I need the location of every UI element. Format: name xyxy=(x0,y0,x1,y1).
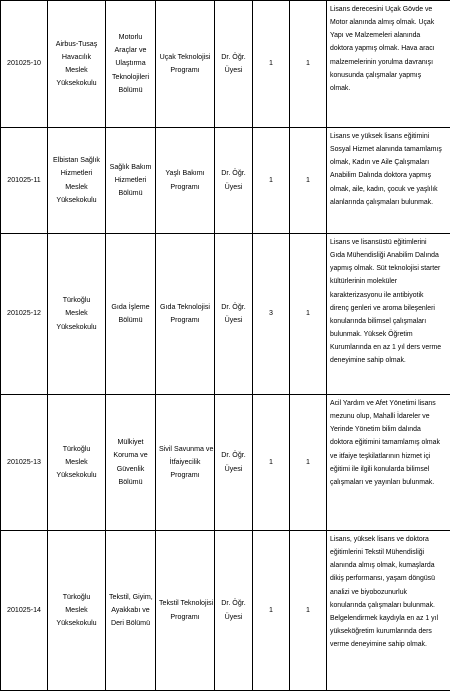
degree-count: 1 xyxy=(290,1,327,128)
department-name-line: Bölümü xyxy=(118,477,143,486)
school-name xyxy=(48,234,106,395)
program-name-line: Programı xyxy=(170,316,200,324)
program-name xyxy=(156,128,215,234)
school-name-line: Türkoğlu xyxy=(62,592,91,601)
program-name-line: Gıda Teknolojisi xyxy=(160,302,210,311)
school-name-line: Meslek xyxy=(65,605,88,614)
requirements-text-line: kültürlerinin moleküler xyxy=(330,278,398,286)
requirements-text-line: doktora yapmış olmak. Hava aracı xyxy=(330,45,435,53)
position-code: 201025-11 xyxy=(1,128,48,234)
requirements-text-line: doktora eğitimini tamamlamış olmak xyxy=(330,439,440,447)
requirements-text-line: Yapı ve Malzemeleri alanında xyxy=(330,32,421,40)
quota-count: 1 xyxy=(253,531,290,691)
department-name-line: Ayakkabı ve xyxy=(111,605,150,614)
department-name-line: Bölümü xyxy=(118,189,143,198)
academic-title-line: Üyesi xyxy=(224,464,243,473)
department-name-line: Bölümü xyxy=(118,316,143,324)
requirements-text-line: malzemelerinin yorulma davranışı xyxy=(330,58,434,66)
academic-title-line: Üyesi xyxy=(224,182,243,191)
requirements-text-line: ve itfaiye teşkilatlarının hizmet içi xyxy=(330,452,431,460)
requirements-text-line: olmak. xyxy=(330,84,351,92)
academic-title-line: Dr. Öğr. xyxy=(221,302,246,311)
requirements-text-line: Lisans, yüksek lisans ve doktora xyxy=(330,536,429,543)
program-name-line: İtfaiyecilik xyxy=(169,457,201,466)
department-name-line: Bölümü xyxy=(118,85,143,94)
requirements-text-line: eğitimi ile ilgili konularda bilimsel xyxy=(330,465,430,473)
position-code: 201025-14 xyxy=(1,531,48,691)
requirements-text-line: olmak, Kadın ve Aile Çalışmaları xyxy=(330,159,430,167)
requirements-text xyxy=(327,1,450,128)
program-name-line: Sivil Savunma ve xyxy=(159,444,214,453)
academic-title xyxy=(215,234,253,395)
department-name xyxy=(106,234,156,395)
requirements-text-line: konularında çalışmaları bulunmak. xyxy=(330,601,435,609)
table-row xyxy=(1,531,450,691)
program-name-line: Programı xyxy=(170,182,200,191)
requirements-text-line: karakterizasyonu ile antibiyotik xyxy=(330,291,424,299)
department-name-line: Hizmetleri xyxy=(114,175,147,184)
requirements-text-line: Sosyal Hizmet alanında tamamlamış xyxy=(330,146,442,154)
requirements-text-line: alanlarında çalışmaları bulunmak. xyxy=(330,198,434,206)
requirements-text-line: dikiş performansı, yaşam döngüsü xyxy=(330,575,435,583)
school-name-line: Meslek xyxy=(65,457,88,466)
requirements-text-line: Lisans derecesini Uçak Gövde ve xyxy=(330,6,433,13)
requirements-text-line: Lisans ve lisansüstü eğitimlerini xyxy=(330,239,427,246)
requirements-text-line: Gıda Mühendisliği Anabilim Dalında xyxy=(330,252,439,260)
academic-title-line: Üyesi xyxy=(224,316,243,324)
department-name xyxy=(106,395,156,531)
requirements-text xyxy=(327,395,450,531)
position-code: 201025-13 xyxy=(1,395,48,531)
academic-title xyxy=(215,395,253,531)
requirements-text-line: çalışmaları ve yayınları bulunmak. xyxy=(330,478,435,486)
school-name xyxy=(48,395,106,531)
degree-count: 1 xyxy=(290,395,327,531)
department-name xyxy=(106,1,156,128)
school-name-line: Hizmetleri xyxy=(60,169,93,178)
table-body xyxy=(1,1,450,691)
program-name xyxy=(156,1,215,128)
department-name-line: Gıda İşleme xyxy=(111,302,150,311)
department-name-line: Mülkiyet xyxy=(117,438,144,447)
degree-count: 1 xyxy=(290,531,327,691)
program-name xyxy=(156,531,215,691)
department-name-line: Güvenlik xyxy=(116,464,145,473)
academic-title-line: Üyesi xyxy=(224,612,243,621)
table-row xyxy=(1,395,450,531)
school-name-line: Yüksekokulu xyxy=(56,195,97,204)
school-name-line: Yüksekokulu xyxy=(56,79,97,88)
quota-count: 1 xyxy=(253,1,290,128)
department-name-line: Ulaştırma xyxy=(115,59,146,68)
school-name-line: Meslek xyxy=(65,182,88,191)
department-name-line: Deri Bölümü xyxy=(110,619,151,628)
program-name-line: Programı xyxy=(170,612,200,621)
requirements-text-line: yükseköğretim kurumlarında ders xyxy=(330,628,432,636)
table-row xyxy=(1,128,450,234)
school-name-line: Havacılık xyxy=(61,52,92,61)
school-name-line: Türkoğlu xyxy=(62,296,91,305)
requirements-text-line: verme deneyimine sahip olmak. xyxy=(330,641,427,649)
program-name xyxy=(156,395,215,531)
school-name-line: Meslek xyxy=(65,309,88,318)
requirements-text-line: Yerinde Yönetim bilim dalında xyxy=(330,426,421,434)
program-name-line: Programı xyxy=(170,66,200,74)
requirements-text xyxy=(327,531,450,691)
requirements-text-line: Motor alanında almış olmak. Uçak xyxy=(330,19,435,27)
position-code: 201025-10 xyxy=(1,1,48,128)
school-name-line: Meslek xyxy=(65,66,88,74)
department-name xyxy=(106,128,156,234)
academic-title-line: Dr. Öğr. xyxy=(221,169,246,178)
academic-title-line: Dr. Öğr. xyxy=(221,599,246,608)
quota-count: 1 xyxy=(253,128,290,234)
requirements-text-line: direnç genleri ve aroma bileşenleri xyxy=(330,304,435,312)
requirements-text-line: eğitimlerini Tekstil Mühendisliği xyxy=(330,549,425,557)
department-name-line: Sağlık Bakım xyxy=(109,162,152,171)
department-name-line: Koruma ve xyxy=(113,451,148,460)
table-row xyxy=(1,1,450,128)
school-name-line: Elbistan Sağlık xyxy=(53,156,100,165)
requirements-text-line: Anabilim Dalında doktora yapmış xyxy=(330,172,432,180)
school-name xyxy=(48,128,106,234)
requirements-text-line: Kurumlarında en az 1 yıl ders verme xyxy=(330,344,442,352)
academic-title-line: Dr. Öğr. xyxy=(221,451,246,460)
position-code: 201025-12 xyxy=(1,234,48,395)
program-name-line: Uçak Teknolojisi xyxy=(159,52,211,61)
school-name-line: Yüksekokulu xyxy=(56,471,97,480)
requirements-text-line: Belgelendirmek kaydıyla en az 1 yıl xyxy=(330,614,439,622)
requirements-text-line: konusunda çalışmalar yapmış xyxy=(330,71,422,79)
department-name-line: Tekstil, Giyim, xyxy=(109,592,153,601)
department-name xyxy=(106,531,156,691)
school-name-line: Yüksekokulu xyxy=(56,619,97,628)
department-name-line: Motorlu xyxy=(118,33,143,42)
program-name-line: Tekstil Teknolojisi xyxy=(159,599,214,608)
quota-count: 3 xyxy=(253,234,290,395)
school-name xyxy=(48,531,106,691)
school-name-line: Türkoğlu xyxy=(62,444,91,453)
requirements-text-line: analizi ve biyobozunurluk xyxy=(330,588,407,596)
department-name-line: Araçlar ve xyxy=(114,46,147,55)
department-name-line: Teknolojileri xyxy=(111,72,150,81)
academic-title-line: Dr. Öğr. xyxy=(221,52,246,61)
academic-title xyxy=(215,1,253,128)
requirements-text-line: mezunu olup, Mahalli İdareler ve xyxy=(330,413,430,421)
table-row xyxy=(1,234,450,395)
school-name-line: Airbus-Tusaş xyxy=(55,39,98,48)
school-name xyxy=(48,1,106,128)
program-name xyxy=(156,234,215,395)
requirements-text-line: deneyimine sahip olmak. xyxy=(330,357,406,365)
requirements-text-line: alanında almış olmak, kumaşlarda xyxy=(330,562,435,570)
quota-count: 1 xyxy=(253,395,290,531)
requirements-text-line: yapmış olmak. Süt teknolojisi starter xyxy=(330,265,441,273)
requirements-text-line: Acil Yardım ve Afet Yönetimi lisans xyxy=(330,400,436,407)
academic-title xyxy=(215,531,253,691)
academic-title xyxy=(215,128,253,234)
requirements-text xyxy=(327,234,450,395)
requirements-text-line: olmak, aile, kadın, çocuk ve yaşlılık xyxy=(330,185,438,193)
program-name-line: Yaşlı Bakımı xyxy=(165,169,205,178)
requirements-text-line: bulunmak. Yüksek Öğretim xyxy=(330,331,413,339)
requirements-text xyxy=(327,128,450,234)
requirements-text-line: konularında bilimsel çalışmaları xyxy=(330,317,427,325)
academic-title-line: Üyesi xyxy=(224,66,243,74)
requirements-text-line: Lisans ve yüksek lisans eğitimini xyxy=(330,133,430,140)
degree-count: 1 xyxy=(290,234,327,395)
school-name-line: Yüksekokulu xyxy=(56,322,97,331)
degree-count: 1 xyxy=(290,128,327,234)
program-name-line: Programı xyxy=(170,471,200,480)
